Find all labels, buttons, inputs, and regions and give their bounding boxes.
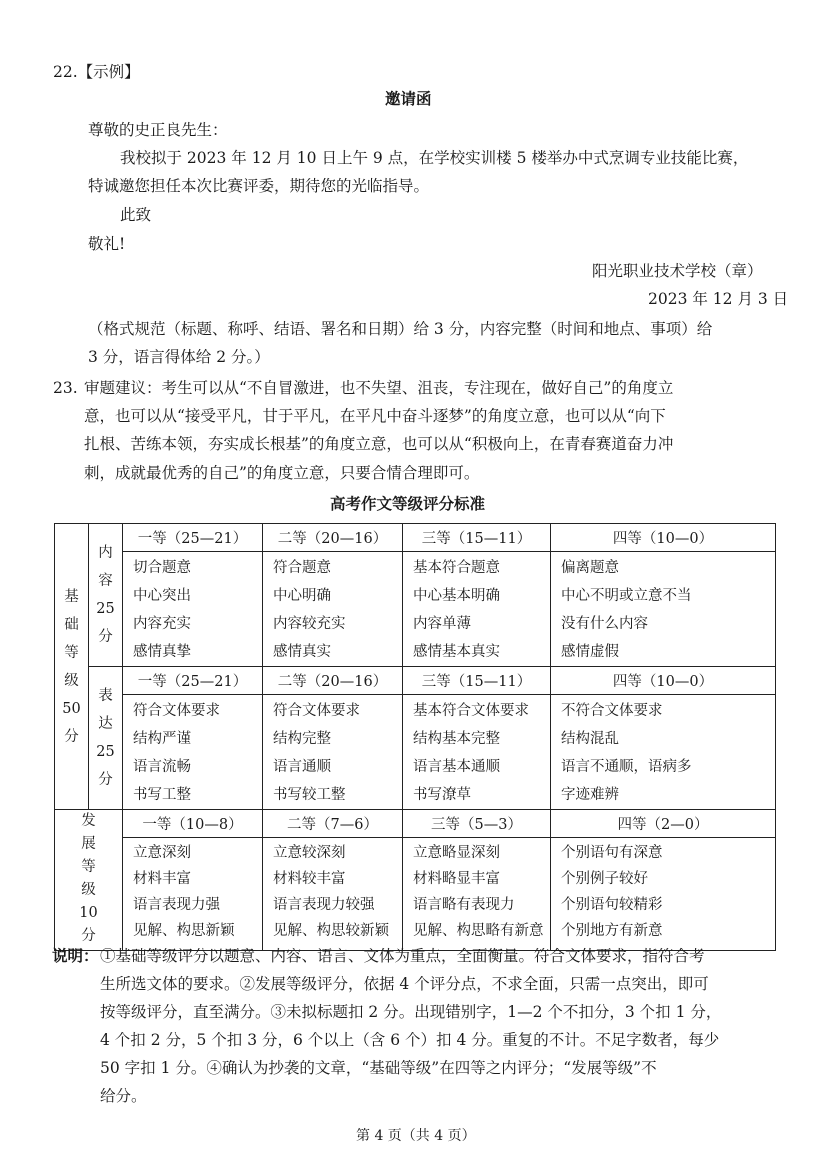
grading-table-title: 高考作文等级评分标准 — [330, 495, 486, 513]
expression-header-3: 三等（15—11） — [403, 667, 551, 695]
q22-scoring-line2: 3 分，语言得体给 2 分。） — [88, 348, 270, 366]
letter-date: 2023 年 12 月 3 日 — [648, 290, 789, 308]
table-cell-text: 字迹难辨 — [561, 787, 619, 803]
content-header-2: 二等（20—16） — [263, 524, 403, 552]
q22-title: 22.【示例】 — [53, 63, 140, 81]
table-cell-text: 材料丰富 — [133, 871, 191, 887]
table-cell-text: 结构基本完整 — [413, 731, 500, 747]
content-grade-4 — [551, 552, 776, 667]
table-cell-text: 见解、构思略有新意 — [413, 923, 544, 939]
development-header-3: 三等（5—3） — [403, 810, 551, 838]
expression-grade-4 — [551, 695, 776, 810]
content-grade-3 — [403, 552, 551, 667]
grading-table — [54, 523, 776, 951]
expression-grade-3 — [403, 695, 551, 810]
expression-grade-2 — [263, 695, 403, 810]
table-cell-text: 材料较丰富 — [273, 871, 346, 887]
table-cell-text: 语言略有表现力 — [413, 897, 515, 913]
table-cell-text: 中心不明或立意不当 — [561, 588, 692, 604]
table-cell-text: 感情虚假 — [561, 644, 619, 660]
table-cell-text: 材料略显丰富 — [413, 871, 500, 887]
table-cell-text: 语言不通顺，语病多 — [561, 759, 692, 775]
expression-label: 表 达 25 分 — [89, 667, 123, 810]
expression-header-4: 四等（10—0） — [551, 667, 776, 695]
development-grade-2 — [263, 838, 403, 951]
table-cell-text: 语言流畅 — [133, 759, 191, 775]
table-cell-text: 偏离题意 — [561, 560, 619, 576]
table-cell-text: 符合题意 — [273, 560, 331, 576]
q23-line4: 刺，成就最优秀的自己”的角度立意，只要合情合理即可。 — [84, 464, 480, 482]
notes-line2: 生所选文体的要求。②发展等级评分，依据 4 个评分点，不求全面，只需一点突出，即可 — [100, 975, 709, 993]
q23-line3: 扎根、苦练本领，夯实成长根基”的角度立意，也可以从“积极向上，在青春赛道奋力冲 — [84, 435, 674, 453]
table-cell-text: 结构严谨 — [133, 731, 191, 747]
table-cell-text: 见解、构思较新颖 — [273, 923, 389, 939]
table-cell-text: 见解、构思新颖 — [133, 923, 235, 939]
content-grade-2 — [263, 552, 403, 667]
development-header-4: 四等（2—0） — [551, 810, 776, 838]
letter-body-line2: 特诚邀您担任本次比赛评委，期待您的光临指导。 — [88, 177, 430, 195]
table-cell-text: 个别例子较好 — [561, 871, 648, 887]
table-cell-text: 感情基本真实 — [413, 644, 500, 660]
notes-line5: 50 字扣 1 分。④确认为抄袭的文章，“基础等级”在四等之内评分；“发展等级”不 — [100, 1059, 657, 1077]
letter-closing-2: 敬礼! — [88, 235, 126, 253]
letter-body-line1: 我校拟于 2023 年 12 月 10 日上午 9 点，在学校实训楼 5 楼举办中式烹调专业技能比赛， — [120, 149, 749, 167]
development-grade-3 — [403, 838, 551, 951]
table-cell-text: 结构完整 — [273, 731, 331, 747]
expression-header-2: 二等（20—16） — [263, 667, 403, 695]
notes-label: 说明： — [52, 947, 99, 965]
page-footer: 第 4 页（共 4 页） — [356, 1128, 476, 1144]
content-header-1: 一等（25—21） — [123, 524, 263, 552]
letter-salutation: 尊敬的史正良先生： — [88, 121, 228, 139]
notes-line4: 4 个扣 2 分，5 个扣 3 分，6 个以上（含 6 个）扣 4 分。重复的不计。不足字数者，每少 — [100, 1031, 720, 1049]
table-cell-text: 书写工整 — [133, 787, 191, 803]
expression-header-1: 一等（25—21） — [123, 667, 263, 695]
notes-line3: 按等级评分，直至满分。③未拟标题扣 2 分。出现错别字，1—2 个不扣分，3 个扣 1 分， — [100, 1003, 722, 1021]
table-cell-text: 符合文体要求 — [133, 703, 220, 719]
development-level-label: 发 展 等 级 10 分 — [55, 810, 123, 951]
table-cell-text: 感情真挚 — [133, 644, 191, 660]
table-cell-text: 语言基本通顺 — [413, 759, 500, 775]
table-cell-text: 个别语句较精彩 — [561, 897, 663, 913]
table-cell-text: 书写较工整 — [273, 787, 346, 803]
table-cell-text: 结构混乱 — [561, 731, 619, 747]
table-cell-text: 书写潦草 — [413, 787, 471, 803]
letter-closing-1: 此致 — [120, 206, 152, 224]
table-cell-text: 立意较深刻 — [273, 845, 346, 861]
table-cell-text: 基本符合文体要求 — [413, 703, 529, 719]
letter-signature: 阳光职业技术学校（章） — [592, 262, 763, 280]
table-cell-text: 内容较充实 — [273, 616, 346, 632]
table-cell-text: 中心基本明确 — [413, 588, 500, 604]
table-cell-text: 内容充实 — [133, 616, 191, 632]
table-cell-text: 语言通顺 — [273, 759, 331, 775]
table-cell-text: 中心明确 — [273, 588, 331, 604]
table-cell-text: 立意略显深刻 — [413, 845, 500, 861]
q22-scoring-line1: （格式规范（标题、称呼、结语、署名和日期）给 3 分，内容完整（时间和地点、事项）给 — [88, 320, 713, 338]
table-cell-text: 中心突出 — [133, 588, 191, 604]
content-header-4: 四等（10—0） — [551, 524, 776, 552]
table-cell-text: 语言表现力较强 — [273, 897, 375, 913]
q23-line1: 审题建议：考生可以从“不自冒激进，也不失望、沮丧，专注现在，做好自己”的角度立 — [84, 379, 674, 397]
table-cell-text: 个别语句有深意 — [561, 845, 663, 861]
development-grade-1 — [123, 838, 263, 951]
content-label: 内 容 25 分 — [89, 524, 123, 667]
content-header-3: 三等（15—11） — [403, 524, 551, 552]
basic-level-label: 基 础 等 级 50 分 — [55, 524, 89, 810]
q23-line2: 意，也可以从“接受平凡，甘于平凡，在平凡中奋斗逐梦”的角度立意，也可以从“向下 — [84, 407, 666, 425]
table-cell-text: 立意深刻 — [133, 845, 191, 861]
table-cell-text: 符合文体要求 — [273, 703, 360, 719]
table-cell-text: 个别地方有新意 — [561, 923, 663, 939]
q23-number: 23. — [53, 379, 78, 397]
notes-line6: 给分。 — [100, 1087, 147, 1105]
table-cell-text: 感情真实 — [273, 644, 331, 660]
letter-title: 邀请函 — [385, 90, 432, 108]
content-grade-1 — [123, 552, 263, 667]
notes-line1: ①基础等级评分以题意、内容、语言、文体为重点，全面衡量。符合文体要求，指符合考 — [100, 947, 705, 965]
table-cell-text: 基本符合题意 — [413, 560, 500, 576]
table-cell-text: 没有什么内容 — [561, 616, 648, 632]
expression-grade-1 — [123, 695, 263, 810]
table-cell-text: 内容单薄 — [413, 616, 471, 632]
table-cell-text: 不符合文体要求 — [561, 703, 663, 719]
development-header-2: 二等（7—6） — [263, 810, 403, 838]
table-cell-text: 切合题意 — [133, 560, 191, 576]
development-grade-4 — [551, 838, 776, 951]
table-cell-text: 语言表现力强 — [133, 897, 220, 913]
development-header-1: 一等（10—8） — [123, 810, 263, 838]
